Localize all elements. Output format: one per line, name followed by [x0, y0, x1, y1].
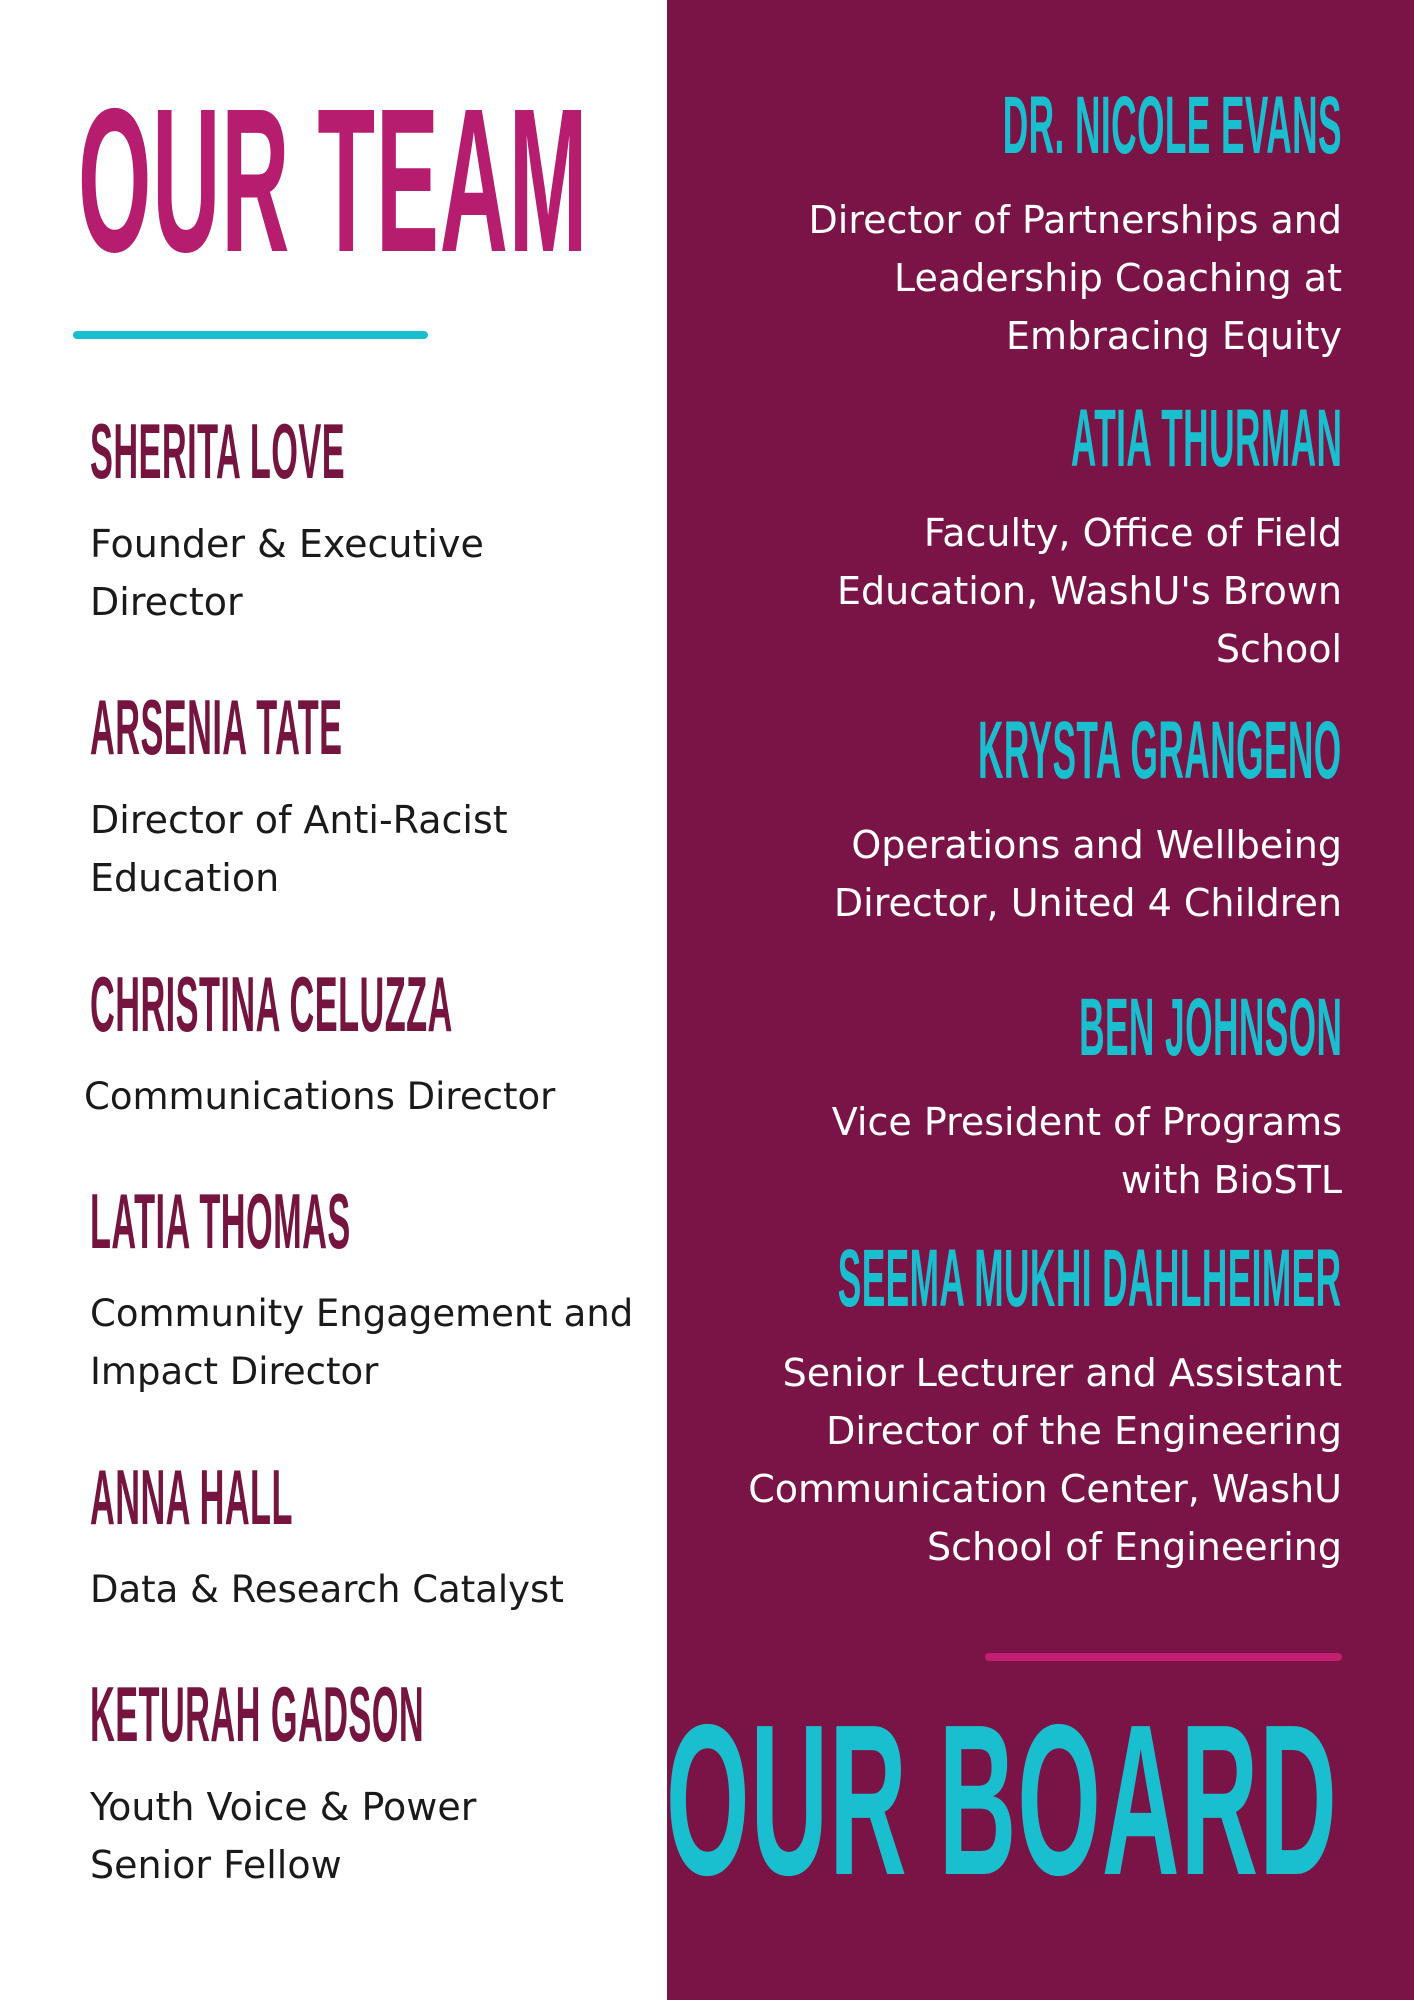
team-member-name: LATIA THOMAS	[90, 1177, 351, 1265]
team-title: OUR TEAM	[78, 66, 589, 295]
team-member-name: CHRISTINA CELUZZA	[90, 960, 453, 1048]
board-title-overline	[985, 1653, 1342, 1661]
board-member-role: Senior Lecturer and Assistant Director of the Engineering Communication Center, WashU School of Engineering	[748, 1351, 1342, 1569]
board-member-role: Director of Partnerships and Leadership Coaching at Embracing Equity	[808, 198, 1342, 358]
board-title: OUR BOARD	[666, 1679, 1338, 1920]
team-member-role: Communications Director	[84, 1075, 556, 1118]
team-member-role: Community Engagement and Impact Director	[90, 1292, 634, 1393]
team-member-role: Founder & Executive Director	[90, 522, 484, 624]
team-member-name: SHERITA LOVE	[90, 407, 346, 495]
board-member-name: SEEMA MUKHI DAHLHEIMER	[838, 1233, 1342, 1324]
board-member-role: Operations and Wellbeing Director, United 4 Children	[833, 823, 1342, 925]
board-member-name: KRYSTA GRANGENO	[978, 705, 1342, 796]
team-member-role: Youth Voice & Power Senior Fellow	[90, 1785, 477, 1887]
team-member-name: ARSENIA TATE	[90, 683, 343, 771]
board-member-name: DR. NICOLE EVANS	[1002, 80, 1342, 171]
board-member-name: BEN JOHNSON	[1078, 982, 1342, 1073]
team-member-role: Data & Research Catalyst	[90, 1568, 564, 1611]
team-member-name: KETURAH GADSON	[90, 1670, 425, 1758]
team-member-role: Director of Anti-Racist Education	[90, 798, 508, 900]
board-member-name: ATIA THURMAN	[1070, 393, 1342, 484]
team-member-name: ANNA HALL	[90, 1453, 293, 1541]
team-title-underline	[73, 331, 428, 339]
board-member-role: Faculty, Office of Field Education, WashU's Brown School	[836, 511, 1342, 671]
board-member-role: Vice President of Programs with BioSTL	[831, 1100, 1342, 1202]
